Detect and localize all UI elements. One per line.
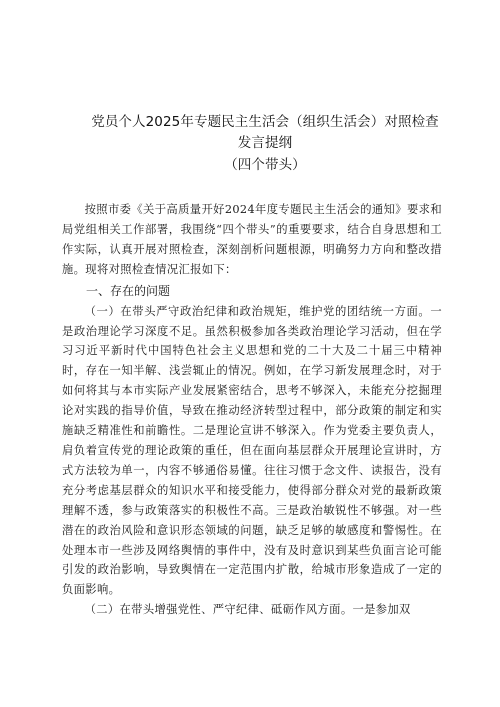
intro-paragraph: 按照市委《关于高质量开好2024年度专题民主生活会的通知》要求和局党组相关工作部署，我围绕“四个带头”的重要要求，结合自身思想和工作实际，认真开展对照检查，深刻剖析问题根源，明确努力方向和整改措施。现将对照检查情况汇报如下： xyxy=(62,203,442,276)
document-body xyxy=(62,200,442,620)
document-title xyxy=(88,112,442,176)
paragraph-party-spirit: （二）在带头增强党性、严守纪律、砥砺作风方面。一是参加双 xyxy=(84,603,411,617)
paragraph-political-discipline: （一）在带头严守政治纪律和政治规矩，维护党的团结统一方面。一是政治理论学习深度不足。虽然积极参加各类政治理论学习活动，但在学习习近平新时代中国特色社会主义思想和党的二十大及二十届三中精神时，存在一知半解、浅尝辄止的情况。例如，在学习新发展理念时，对于如何将其与本市实际产业发展紧密结合，思考不够深入，未能充分挖掘理论对实践的指导价值，导致在推动经济转型过程中，部分政策的制定和实施缺乏精准性和前瞻性。二是理论宣讲不够深入。作为党委主要负责人，肩负着宣传党的理论政策的重任，但在面向基层群众开展理论宣讲时，方式方法较为单一，内容不够通俗易懂。往往习惯于念文件、读报告，没有充分考虑基层群众的知识水平和接受能力，使得部分群众对党的最新政策理解不透，参与政策落实的积极性不高。三是政治敏锐性不够强。对一些潜在的政治风险和意识形态领域的问题，缺乏足够的敏感度和警惕性。在处理本市一些涉及网络舆情的事件中，没有及时意识到某些负面言论可能引发的政治影响，导致舆情在一定范围内扩散，给城市形象造成了一定的负面影响。 xyxy=(62,304,442,597)
title-line-2: （四个带头） xyxy=(224,157,306,173)
title-line-1: 党员个人2025年专题民主生活会（组织生活会）对照检查发言提纲 xyxy=(91,114,439,151)
section-heading-problems: 一、存在的问题 xyxy=(86,283,171,298)
